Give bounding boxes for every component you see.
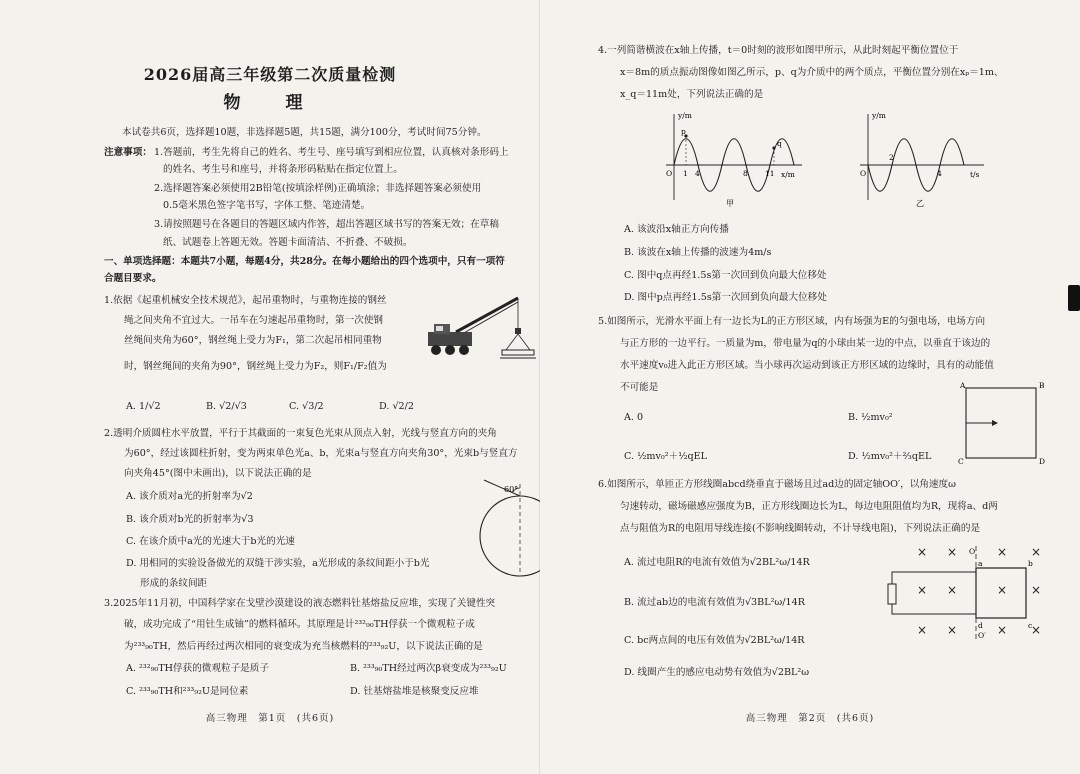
field-cross-mark: × xyxy=(1031,623,1042,637)
field-cross-mark: × xyxy=(997,583,1008,597)
q5-text: 不可能是 xyxy=(620,382,659,393)
q2-text: 为60°，经过该圆柱折射，变为两束单色光a、b，光束a与竖直方向夹角30°，光束b与竖直方 xyxy=(124,448,518,459)
corner-label: C xyxy=(958,457,964,466)
q4-text: x＝8m的质点振动图像如图乙所示，p、q为介质中的两个质点，平衡位置分别在xₚ＝1m、 xyxy=(620,67,1004,78)
field-cross-mark: × xyxy=(917,583,928,597)
q2-option-d: D. 用相同的实验设备做光的双缝干涉实验，a光形成的条纹间距小于b光 xyxy=(126,558,430,569)
scan-edge-mark xyxy=(1068,285,1080,311)
crane-diagram xyxy=(426,292,536,368)
crane-truck xyxy=(428,324,472,355)
q1-text: 绳之间夹角不宜过大。一吊车在匀速起吊重物时，第一次使钢 xyxy=(124,315,384,326)
section-heading: 合题目要求。 xyxy=(104,273,162,284)
graph-caption: 甲 xyxy=(726,199,734,208)
q5-text: 与正方形的一边平行。一质量为m，带电量为q的小球由某一边的中点，以垂直于该边的 xyxy=(620,338,991,349)
resistor-r xyxy=(888,584,896,604)
tick-label: 11 xyxy=(765,169,775,178)
page-footer: 高三物理 第1页 (共6页) xyxy=(205,713,335,724)
tick-label: 2 xyxy=(889,153,894,162)
q6-option-d: D. 线圈产生的感应电动势有效值为√2BL²ω xyxy=(624,667,810,678)
field-cross-mark: × xyxy=(917,545,928,559)
y-axis-label: y/m xyxy=(678,111,692,120)
field-cross-mark: × xyxy=(947,583,958,597)
vertex-label: c xyxy=(1028,621,1033,630)
connecting-wire xyxy=(892,572,976,614)
field-cross-mark: × xyxy=(997,545,1008,559)
q4-option-a: A. 该波沿x轴正方向传播 xyxy=(624,224,729,235)
field-cross-mark: × xyxy=(1031,545,1042,559)
q5-text: 5.如图所示，光滑水平面上有一边长为L的正方形区域，内有场强为E的匀强电场，电场方向 xyxy=(598,316,986,327)
q2-option-d-cont: 形成的条纹间距 xyxy=(140,578,208,589)
q5-option-c: C. ½mv₀²＋½qEL xyxy=(624,451,708,462)
q3-text: 为²³³₉₀TH，然后再经过两次相同的衰变成为充当核燃料的²³³₉₂U，以下说法正确的是 xyxy=(124,641,483,652)
y-axis-label: y/m xyxy=(872,111,886,120)
arrow-head xyxy=(992,420,998,426)
q1-text: 1.依据《起重机械安全技术规范》，起吊重物时，与重物连接的钢丝 xyxy=(104,295,387,306)
tick-label: O xyxy=(666,169,673,178)
q3-option-b: B. ²³³₉₀TH经过两次β衰变成为²³³₉₂U xyxy=(350,663,507,674)
page-footer: 高三物理 第2页 (共6页) xyxy=(745,713,875,724)
notice-line: 2.选择题答案必须使用2B铅笔(按填涂样例)正确填涂；非选择题答案必须使用 xyxy=(154,183,482,194)
field-cross-mark: × xyxy=(1031,583,1042,597)
q6-option-a: A. 流过电阻R的电流有效值为√2BL²ω/14R xyxy=(624,557,810,568)
field-cross-mark: × xyxy=(917,623,928,637)
q5-option-a: A. 0 xyxy=(624,412,644,423)
q2-option-c: C. 在该介质中a光的光速大于b光的光速 xyxy=(126,536,295,547)
section-heading: 一、单项选择题：本题共7小题，每题4分，共28分。在每小题给出的四个选项中，只有一项符 xyxy=(104,256,505,267)
angle-label: 60° xyxy=(504,485,519,494)
cylinder-cross-section xyxy=(480,496,540,576)
crane-boom xyxy=(456,298,518,334)
notice-line: 1.答题前，考生先将自己的姓名、考生号、座号填写到相应位置，认真核对条形码上 xyxy=(154,147,509,158)
sling-rope xyxy=(518,334,530,350)
cargo-load xyxy=(502,350,534,355)
q5-text: 水平速度v₀进入此正方形区域。当小球再次运动到该正方形区域的边缘时，具有的动能值 xyxy=(620,360,994,371)
right-page xyxy=(540,0,1080,774)
crane-hook xyxy=(515,328,521,334)
q4-option-d: D. 图中p点再经1.5s第一次回到负向最大位移处 xyxy=(624,292,827,303)
q5-option-b: B. ½mv₀² xyxy=(848,412,893,423)
q3-text: 破，成功完成了“用钍生成铀”的燃料循环。其原理是计²³²₉₀TH俘获一个微观粒子成 xyxy=(124,619,475,630)
notice-line: 0.5毫米黑色签字笔书写，字体工整、笔迹清楚。 xyxy=(163,200,371,211)
corner-label: A xyxy=(960,381,966,390)
graph-caption: 乙 xyxy=(916,199,924,208)
q1-text: 丝绳间夹角为60°，钢丝绳上受力为F₁，第二次起吊相同重物 xyxy=(124,335,382,346)
vibration-graph-yi xyxy=(858,110,988,206)
tick-label: 4 xyxy=(695,169,700,178)
t-axis-label: t/s xyxy=(970,170,980,179)
q2-text: 向夹角45°(图中未画出)，以下说法正确的是 xyxy=(124,468,312,479)
q4-option-b: B. 该波在x轴上传播的波速为4m/s xyxy=(624,247,772,258)
exam-intro: 本试卷共6页，选择题10题，非选择题5题，共15题，满分100分，考试时间75分钟。 xyxy=(122,127,487,138)
q1-option-b: B. √2/√3 xyxy=(206,401,247,412)
wave-graph-jia xyxy=(664,110,804,206)
sling-rope xyxy=(506,334,518,350)
field-cross-mark: × xyxy=(997,623,1008,637)
point-q xyxy=(772,146,775,149)
notice-line: 纸、试题卷上答题无效。答题卡面清洁、不折叠、不破损。 xyxy=(163,237,413,248)
q6-text: 点与阻值为R的电阻用导线连接(不影响线圈转动，不计导线电阻)，下列说法正确的是 xyxy=(620,523,981,534)
q3-option-d: D. 钍基熔盐堆是核聚变反应堆 xyxy=(350,686,479,697)
q6-text: 匀速转动，磁场磁感应强度为B，正方形线圈边长为L，每边电阻阻值均为R，现将a、d两 xyxy=(620,501,998,512)
q3-text: 3.2025年11月初，中国科学家在戈壁沙漠建设的液态燃料钍基熔盐反应堆，实现了关键性突 xyxy=(104,598,496,609)
q3-option-a: A. ²³²₉₀TH俘获的微观粒子是质子 xyxy=(126,663,269,674)
x-axis-label: x/m xyxy=(781,170,795,179)
q6-text: 6.如图所示，单匝正方形线圈abcd绕垂直于磁场且过ad边的固定轴OO′，以角速度ω xyxy=(598,479,956,490)
notice-line: 3.请按照题号在各题目的答题区域内作答，超出答题区域书写的答案无效；在草稿 xyxy=(154,219,499,230)
tick-label: 4 xyxy=(937,169,942,178)
p-label: p xyxy=(681,127,686,136)
rotating-coil-diagram xyxy=(886,542,1056,642)
notice-line: 的姓名、考生号和座号，并将条形码粘贴在指定位置上。 xyxy=(163,164,403,175)
q1-option-c: C. √3/2 xyxy=(289,401,324,412)
q1-option-a: A. 1/√2 xyxy=(126,401,161,412)
q4-option-c: C. 图中q点再经1.5s第一次回到负向最大位移处 xyxy=(624,270,827,281)
corner-label: B xyxy=(1039,381,1045,390)
q-label: q xyxy=(777,139,782,148)
square-field-diagram xyxy=(952,380,1048,464)
corner-label: D xyxy=(1039,457,1046,466)
vertex-label: a xyxy=(978,559,983,568)
field-cross-mark: × xyxy=(947,545,958,559)
field-cross-mark: × xyxy=(947,623,958,637)
q1-option-d: D. √2/2 xyxy=(379,401,415,412)
q6-option-b: B. 流过ab边的电流有效值为√3BL²ω/14R xyxy=(624,597,805,608)
q4-text: 4.一列简谐横波在x轴上传播，t＝0时刻的波形如图甲所示，从此时刻起平衡位置位于 xyxy=(598,45,959,56)
q5-option-d: D. ½mv₀²＋⅔qEL xyxy=(848,451,932,462)
notice-label: 注意事项： xyxy=(104,147,152,158)
vertex-label: d xyxy=(978,621,983,630)
q6-option-c: C. bc两点间的电压有效值为√2BL²ω/14R xyxy=(624,635,805,646)
tick-label: 1 xyxy=(683,169,688,178)
q4-text: x_q＝11m处，下列说法正确的是 xyxy=(620,89,764,100)
q3-option-c: C. ²³³₉₀TH和²³³₉₂U是同位素 xyxy=(126,686,249,697)
q2-option-b: B. 该介质对b光的折射率为√3 xyxy=(126,514,254,525)
exam-title: 2026届高三年级第二次质量检测 xyxy=(143,65,397,84)
tick-label: O xyxy=(860,169,867,178)
subject-title: 物 理 xyxy=(223,93,317,113)
vertex-label: b xyxy=(1028,559,1033,568)
q2-text: 2.透明介质圆柱水平放置，平行于其截面的一束复色光束从顶点入射，光线与竖直方向的夹角 xyxy=(104,428,497,439)
q1-text: 时，钢丝绳间的夹角为90°，钢丝绳上受力为F₂，则F₁/F₂值为 xyxy=(124,361,387,372)
q2-option-a: A. 该介质对a光的折射率为√2 xyxy=(126,491,253,502)
tick-label: 8 xyxy=(743,169,748,178)
axis-label: O xyxy=(969,547,976,556)
axis-label: O′ xyxy=(978,631,986,640)
cylinder-diagram xyxy=(476,478,540,582)
